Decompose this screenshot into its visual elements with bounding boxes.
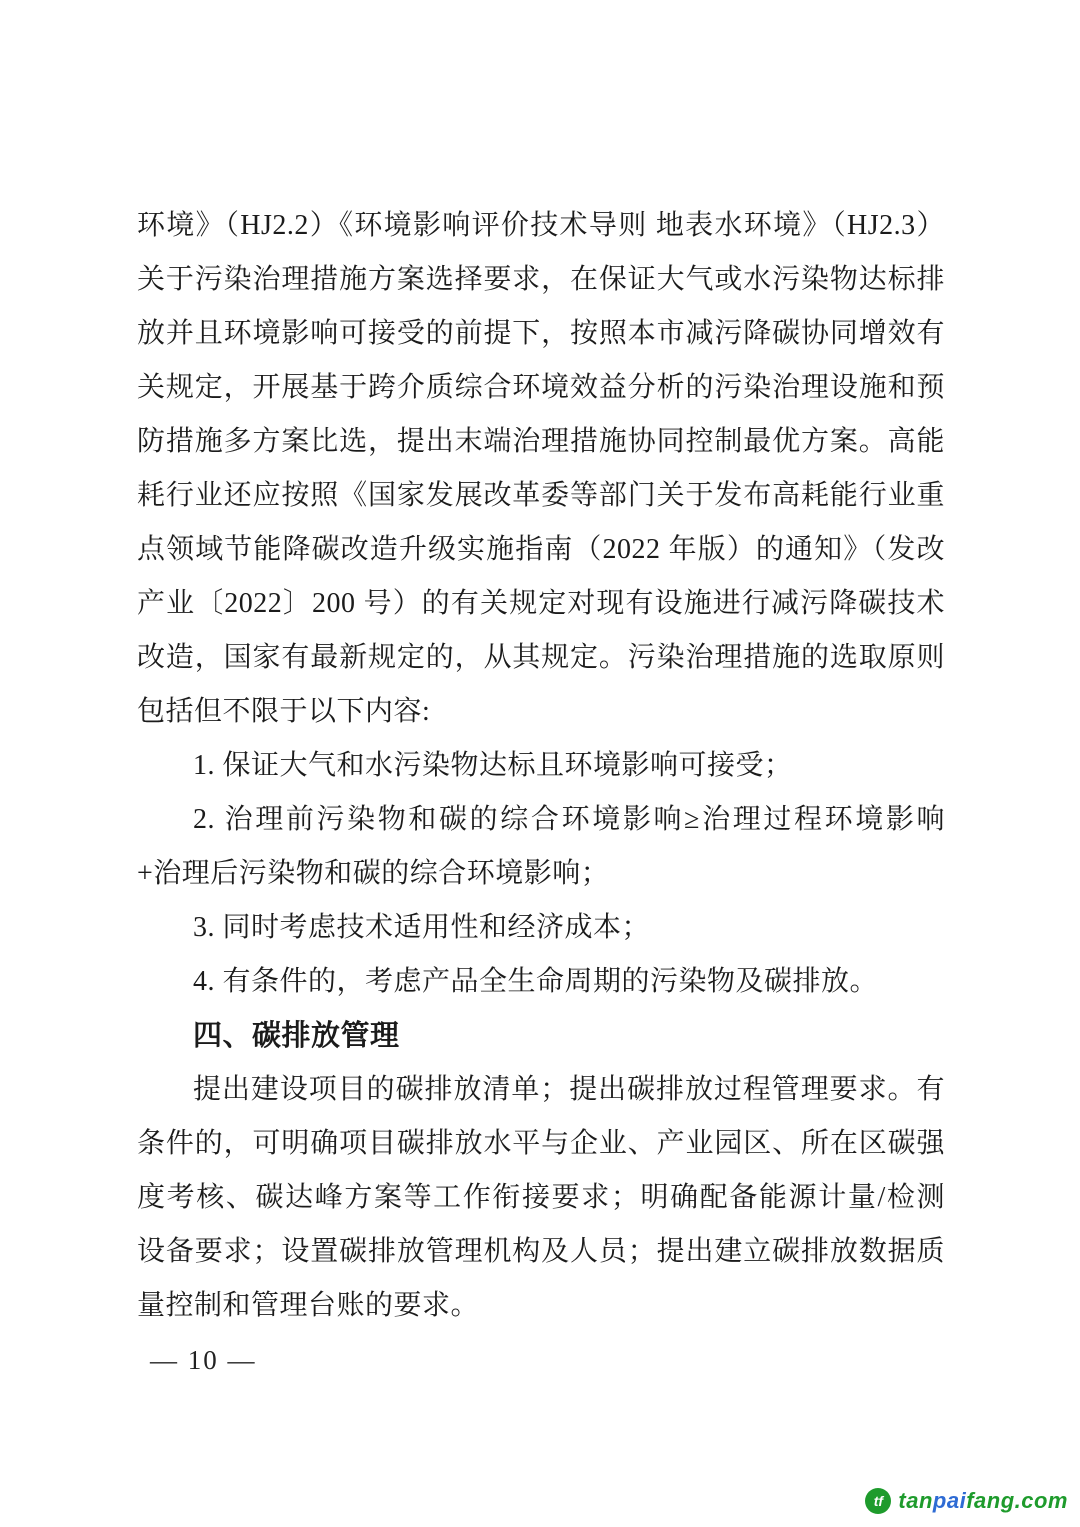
logo-text-segment: tan: [898, 1488, 933, 1513]
text-line: 量控制和管理台账的要求。: [137, 1290, 480, 1321]
text-line: 包括但不限于以下内容:: [137, 696, 431, 727]
logo-text-segment: fang.com: [966, 1488, 1068, 1513]
list-item: 2. 治理前污染物和碳的综合环境影响≥治理过程环境影响: [193, 804, 945, 835]
tanpaifang-watermark: [865, 1488, 1068, 1514]
text-line: 改造，国家有最新规定的，从其规定。污染治理措施的选取原则: [137, 642, 945, 673]
text-line: 防措施多方案比选，提出末端治理措施协同控制最优方案。高能: [137, 426, 945, 457]
text-line: 产业〔2022〕200 号）的有关规定对现有设施进行减污降碳技术: [137, 588, 945, 619]
section-heading: 四、碳排放管理: [193, 1020, 400, 1052]
tanpaifang-logo-icon: tf: [865, 1488, 891, 1514]
document-body: [137, 199, 945, 1333]
text-line: 提出建设项目的碳排放清单；提出碳排放过程管理要求。有: [193, 1074, 945, 1105]
text-line: 关规定，开展基于跨介质综合环境效益分析的污染治理设施和预: [137, 372, 945, 403]
text-line: 耗行业还应按照《国家发展改革委等部门关于发布高耗能行业重: [137, 480, 945, 511]
text-line: 放并且环境影响可接受的前提下，按照本市减污降碳协同增效有: [137, 318, 945, 349]
page-number: — 10 —: [150, 1345, 257, 1375]
text-line: 设备要求；设置碳排放管理机构及人员；提出建立碳排放数据质: [137, 1236, 945, 1267]
text-line: 关于污染治理措施方案选择要求，在保证大气或水污染物达标排: [137, 264, 945, 295]
text-line: 点领域节能降碳改造升级实施指南（2022 年版）的通知》（发改: [137, 534, 945, 565]
list-item: +治理后污染物和碳的综合环境影响；: [137, 858, 610, 889]
list-item: 4. 有条件的，考虑产品全生命周期的污染物及碳排放。: [193, 966, 879, 997]
logo-text-segment: pai: [932, 1488, 967, 1513]
list-item: 1. 保证大气和水污染物达标且环境影响可接受；: [193, 750, 793, 781]
list-item: 3. 同时考虑技术适用性和经济成本；: [193, 912, 651, 943]
tanpaifang-logo-text: [898, 1488, 1068, 1514]
text-line: 条件的，可明确项目碳排放水平与企业、产业园区、所在区碳强: [137, 1128, 945, 1159]
text-line: 环境》（HJ2.2）《环境影响评价技术导则 地表水环境》（HJ2.3）: [137, 210, 945, 241]
text-line: 度考核、碳达峰方案等工作衔接要求；明确配备能源计量/检测: [137, 1182, 945, 1213]
